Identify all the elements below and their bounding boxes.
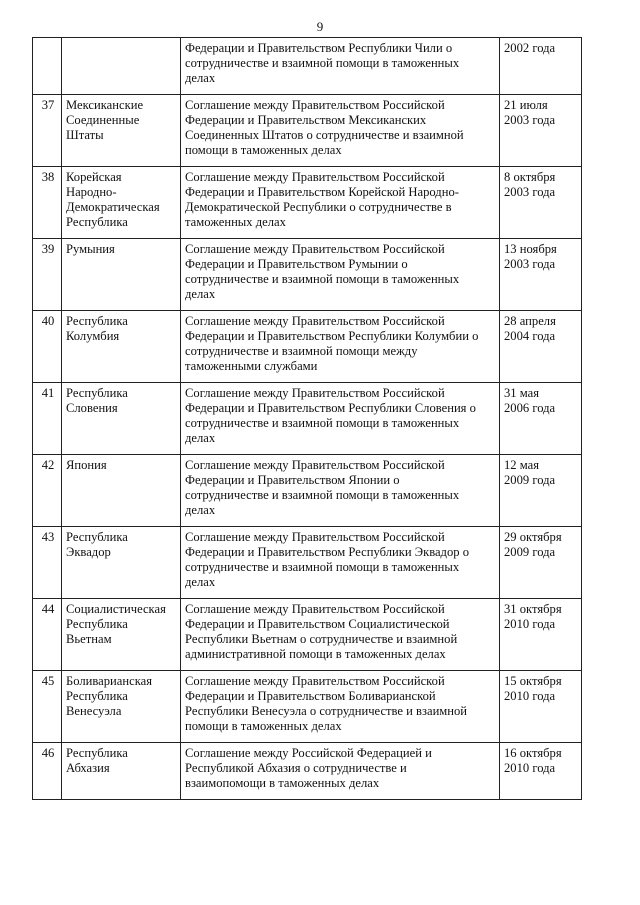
agreement-title: Федерации и Правительством Республики Чили о сотрудничестве и взаимной помощи в таможенных делах — [181, 38, 500, 95]
agreement-date: 16 октября 2010 года — [500, 743, 582, 800]
agreement-title: Соглашение между Правительством Российской Федерации и Правительством Мексиканских Соединенных Штатов о сотрудничестве и взаимной помощи в таможенных делах — [181, 95, 500, 167]
agreements-table-body — [33, 38, 582, 800]
table-row — [33, 743, 582, 800]
table-row — [33, 95, 582, 167]
agreement-date: 13 ноября 2003 года — [500, 239, 582, 311]
agreement-date: 8 октября 2003 года — [500, 167, 582, 239]
table-row — [33, 383, 582, 455]
row-number: 38 — [33, 167, 62, 239]
table-row — [33, 455, 582, 527]
agreement-title: Соглашение между Правительством Российской Федерации и Правительством Социалистической Республики Вьетнам о сотрудничестве и взаимной административной помощи в таможенных делах — [181, 599, 500, 671]
country-name: Республика Словения — [62, 383, 181, 455]
agreement-title: Соглашение между Правительством Российской Федерации и Правительством Румынии о сотрудничестве и взаимной помощи в таможенных делах — [181, 239, 500, 311]
agreement-date: 28 апреля 2004 года — [500, 311, 582, 383]
table-row — [33, 671, 582, 743]
agreement-title: Соглашение между Правительством Российской Федерации и Правительством Республики Колумбии о сотрудничестве и взаимной помощи между таможенными службами — [181, 311, 500, 383]
row-number: 44 — [33, 599, 62, 671]
country-name: Румыния — [62, 239, 181, 311]
row-number: 46 — [33, 743, 62, 800]
agreement-date: 31 октября 2010 года — [500, 599, 582, 671]
country-name — [62, 38, 181, 95]
table-row — [33, 239, 582, 311]
row-number: 37 — [33, 95, 62, 167]
country-name: Япония — [62, 455, 181, 527]
agreement-title: Соглашение между Российской Федерацией и Республикой Абхазия о сотрудничестве и взаимопомощи в таможенных делах — [181, 743, 500, 800]
row-number: 39 — [33, 239, 62, 311]
row-number: 45 — [33, 671, 62, 743]
table-row — [33, 38, 582, 95]
row-number — [33, 38, 62, 95]
country-name: Республика Колумбия — [62, 311, 181, 383]
agreement-date: 2002 года — [500, 38, 582, 95]
agreement-title: Соглашение между Правительством Российской Федерации и Правительством Японии о сотрудничестве и взаимной помощи в таможенных делах — [181, 455, 500, 527]
row-number: 43 — [33, 527, 62, 599]
agreement-date: 15 октября 2010 года — [500, 671, 582, 743]
country-name: Мексиканские Соединенные Штаты — [62, 95, 181, 167]
table-row — [33, 167, 582, 239]
agreement-title: Соглашение между Правительством Российской Федерации и Правительством Боливарианской Республики Венесуэла о сотрудничестве и взаимной помощи в таможенных делах — [181, 671, 500, 743]
agreement-date: 29 октября 2009 года — [500, 527, 582, 599]
agreement-title: Соглашение между Правительством Российской Федерации и Правительством Республики Эквадор о сотрудничестве и взаимной помощи в таможенных делах — [181, 527, 500, 599]
agreement-title: Соглашение между Правительством Российской Федерации и Правительством Республики Словения о сотрудничестве и взаимной помощи в таможенных делах — [181, 383, 500, 455]
agreements-table — [32, 37, 582, 800]
table-row — [33, 311, 582, 383]
page-number: 9 — [316, 19, 324, 34]
country-name: Республика Эквадор — [62, 527, 181, 599]
table-row — [33, 527, 582, 599]
row-number: 40 — [33, 311, 62, 383]
country-name: Республика Абхазия — [62, 743, 181, 800]
agreement-date: 12 мая 2009 года — [500, 455, 582, 527]
agreement-title: Соглашение между Правительством Российской Федерации и Правительством Корейской Народно- Демократической Республики о сотрудничестве в таможенных делах — [181, 167, 500, 239]
row-number: 42 — [33, 455, 62, 527]
country-name: Социалистическая Республика Вьетнам — [62, 599, 181, 671]
country-name: Корейская Народно- Демократическая Республика — [62, 167, 181, 239]
row-number: 41 — [33, 383, 62, 455]
country-name: Боливарианская Республика Венесуэла — [62, 671, 181, 743]
agreement-date: 31 мая 2006 года — [500, 383, 582, 455]
agreement-date: 21 июля 2003 года — [500, 95, 582, 167]
table-row — [33, 599, 582, 671]
